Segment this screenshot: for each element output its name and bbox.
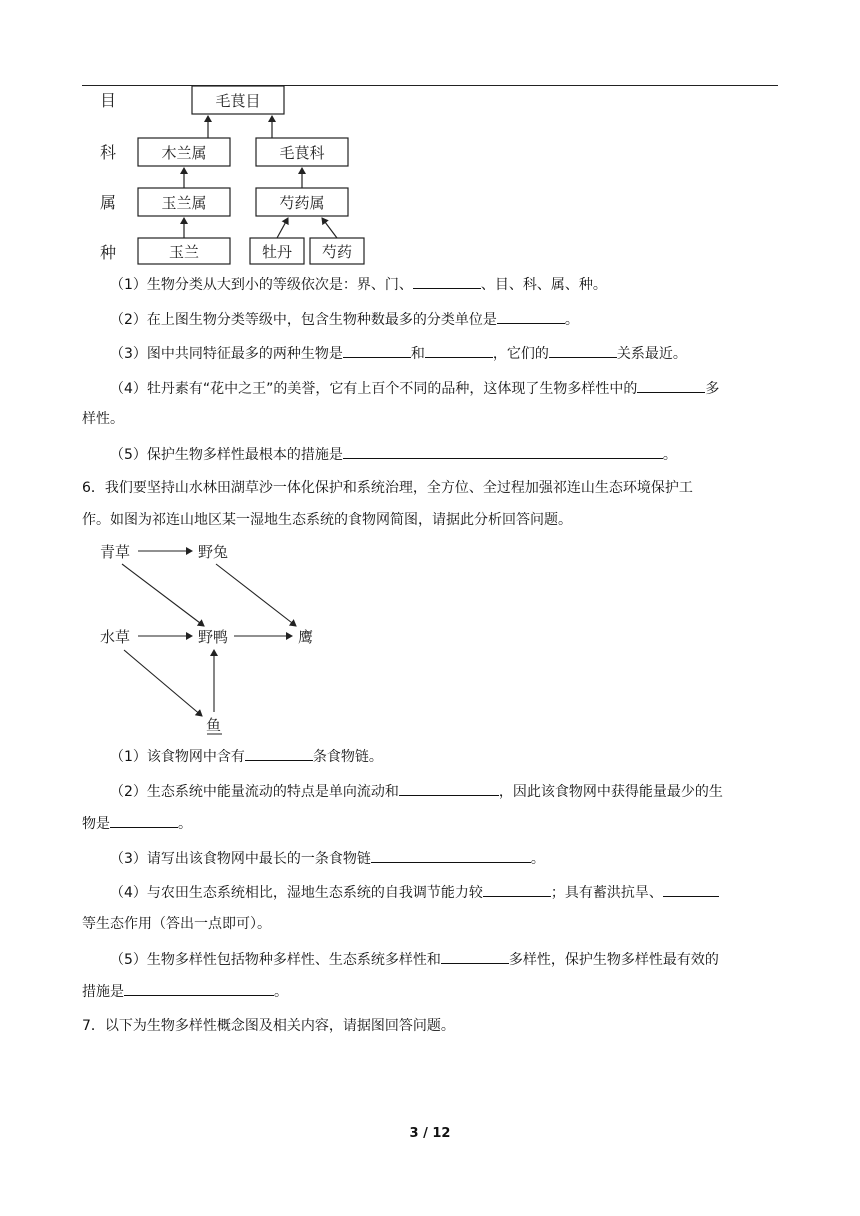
rank-genus-label: 属	[100, 193, 117, 212]
q6-stem-line2: 作。如图为祁连山地区某一湿地生态系统的食物网简图，请据此分析回答问题。	[82, 512, 572, 528]
family-label-magnolia: 木兰属	[161, 144, 207, 162]
q6-stem-line1: 6．我们要坚持山水林田湖草沙一体化保护和系统治理，全方位、全过程加强祁连山生态环境保护工	[82, 480, 693, 496]
node-qingcao: 青草	[100, 543, 131, 561]
family-label-ranunculaceae: 毛茛科	[279, 144, 325, 162]
q6-item-5-cont: 措施是 。	[82, 981, 778, 1002]
q7-stem: 7．以下为生物多样性概念图及相关内容，请据图回答问题。	[82, 1018, 455, 1034]
arrow-qingcao-yeya	[122, 564, 204, 626]
rank-species-label: 种	[100, 243, 117, 262]
node-yu: 鱼	[206, 716, 222, 734]
q6-item-5: （5）生物多样性包括物种多样性、生态系统多样性和 多样性，保护生物多样性最有效的	[82, 949, 778, 970]
species-label-yulan: 玉兰	[168, 243, 200, 261]
q6-item-2-cont: 物是 。	[82, 813, 778, 834]
q6-item-2: （2）生态系统中能量流动的特点是单向流动和 ，因此该食物网中获得能量最少的生	[82, 781, 778, 802]
node-yeya: 野鸭	[198, 628, 229, 646]
q5-item-5: （5）保护生物多样性最根本的措施是 。	[82, 444, 778, 465]
answer-blank[interactable]	[483, 882, 551, 897]
q5-item-4-cont: 样性。	[82, 411, 124, 427]
answer-blank[interactable]	[441, 949, 509, 964]
genus-label-paeonia: 芍药属	[279, 194, 325, 212]
node-ying: 鹰	[298, 628, 314, 646]
q6-item-3: （3）请写出该食物网中最长的一条食物链 。	[82, 848, 778, 869]
page-number: 3 / 12	[409, 1126, 451, 1141]
answer-blank[interactable]	[663, 882, 719, 897]
species-label-shaoyao: 芍药	[321, 243, 353, 261]
q5-item-3: （3）图中共同特征最多的两种生物是 和 ，它们的 关系最近。	[82, 343, 778, 364]
q5-item-2: （2）在上图生物分类等级中，包含生物种数最多的分类单位是 。	[82, 309, 778, 330]
genus-label-yulan: 玉兰属	[161, 194, 207, 212]
species-label-mudan: 牡丹	[261, 243, 293, 261]
q5-item-1: （1）生物分类从大到小的等级依次是：界、门、 、目、科、属、种。	[82, 274, 778, 295]
rank-family-label: 科	[100, 143, 117, 162]
answer-blank[interactable]	[371, 848, 531, 863]
arrow-shuicao-yu	[124, 650, 202, 716]
node-shuicao: 水草	[100, 628, 131, 646]
arrow-yetu-ying	[216, 564, 296, 626]
q6-item-1: （1）该食物网中含有 条食物链。	[82, 746, 778, 767]
order-label: 毛茛目	[215, 92, 261, 110]
answer-blank[interactable]	[124, 981, 274, 996]
answer-blank[interactable]	[110, 813, 178, 828]
q6-item-4-cont: 等生态作用（答出一点即可）。	[82, 916, 271, 932]
q6-item-4: （4）与农田生态系统相比，湿地生态系统的自我调节能力较 ；具有蓄洪抗旱、	[82, 882, 778, 903]
q5-item-4: （4）牡丹素有“花中之王”的美誉，它有上百个不同的品种，这体现了生物多样性中的 多	[82, 378, 778, 399]
rank-order-label: 目	[100, 91, 117, 110]
node-yetu: 野兔	[198, 543, 229, 561]
answer-blank[interactable]	[245, 746, 313, 761]
answer-blank[interactable]	[399, 781, 499, 796]
